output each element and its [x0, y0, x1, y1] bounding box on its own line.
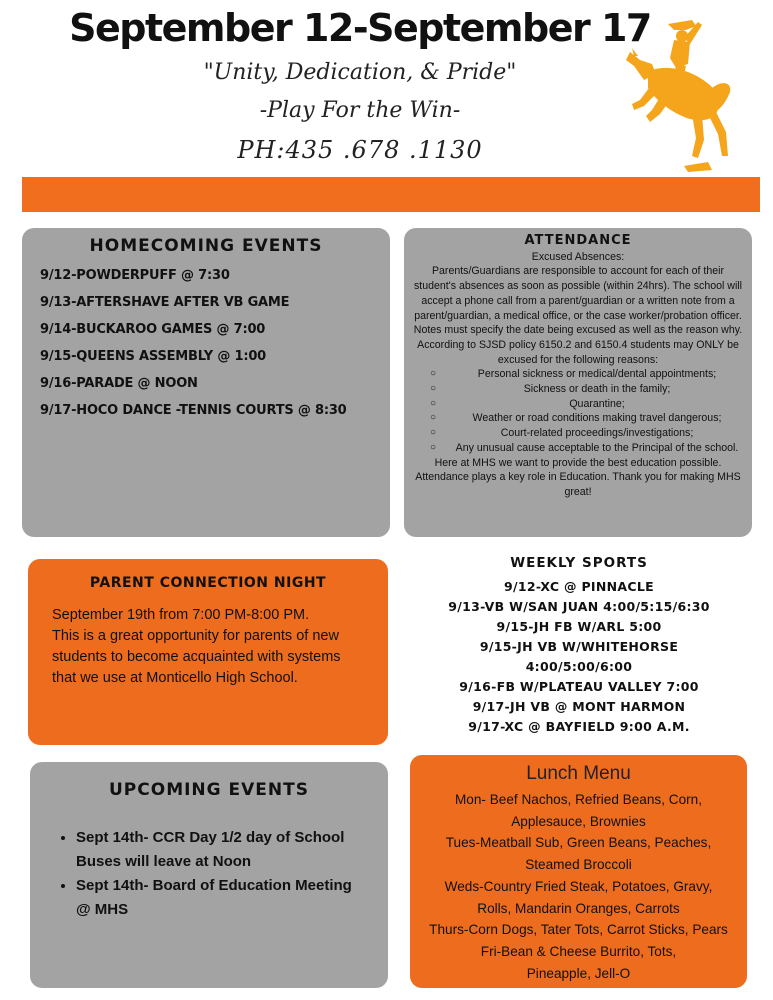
upcoming-heading: UPCOMING EVENTS [109, 780, 309, 800]
lunch-line: Mon- Beef Nachos, Refried Beans, Corn, [454, 792, 703, 807]
lunch-line: Pineapple, Jell-O [526, 965, 631, 981]
attendance-policy: According to SJSD policy 6150.2 and 6150.4 students may ONLY be excused for the following reasons: [417, 338, 739, 366]
circle-bullet-icon: ○ [430, 397, 437, 409]
list-item: ○ Personal sickness or medical/dental appointments; [430, 368, 717, 381]
sport-item: 9/12-XC @ PINNACLE [504, 579, 654, 594]
parent-night-line: that we use at Monticello High School. [52, 670, 298, 686]
list-item: ○ Quarantine; [430, 397, 625, 410]
weekly-sports-section [404, 555, 754, 737]
list-item: ○ Any unusual cause acceptable to the Principal of the school. [430, 441, 739, 454]
circle-bullet-icon: ○ [430, 427, 437, 439]
attendance-intro: Parents/Guardians are responsible to account for each of their student's absences as soon as possible (within 24hrs). The school will accept a phone call from a parent/guardian or a written note from a parent/guardian, a medical office, or the case worker/probation officer. Notes must specify the date being excused as well as the reason why. [413, 265, 743, 337]
attendance-reasons-list [412, 367, 744, 455]
upcoming-events-panel [30, 762, 388, 988]
lunch-menu-panel [410, 755, 747, 988]
attendance-panel [404, 228, 752, 537]
lunch-line: Thurs-Corn Dogs, Tater Tots, Carrot Sticks, Pears [429, 922, 728, 938]
circle-bullet-icon: ○ [430, 368, 437, 380]
bucking-bronco-rider-icon [622, 18, 734, 174]
lunch-line: Tues-Meatball Sub, Green Beans, Peaches, [445, 835, 712, 851]
homecoming-item: 9/15-QUEENS ASSEMBLY @ 1:00 [40, 349, 267, 364]
homecoming-item: 9/17-HOCO DANCE -TENNIS COURTS @ 8:30 [40, 403, 347, 418]
page-title: September 12-September 17 [69, 6, 651, 50]
sport-item: 4:00/5:00/6:00 [525, 659, 633, 674]
list-item: • Sept 14th- CCR Day 1/2 day of School Buses will leave at Noon [76, 826, 364, 874]
lunch-line: Fri-Bean & Cheese Burrito, Tots, [480, 943, 677, 959]
lunch-line: Applesauce, Brownies [511, 813, 646, 829]
list-item: • Sept 14th- Board of Education Meeting @ MHS [76, 874, 364, 922]
homecoming-item: 9/14-BUCKAROO GAMES @ 7:00 [40, 322, 266, 337]
homecoming-item: 9/13-AFTERSHAVE AFTER VB GAME [40, 295, 290, 310]
lunch-menu-title: Lunch Menu [526, 763, 631, 784]
weekly-sports-heading: WEEKLY SPORTS [510, 555, 648, 571]
parent-night-text [52, 605, 364, 689]
lunch-line: Weds-Country Fried Steak, Potatoes, Gravy, [444, 878, 713, 894]
parent-night-heading: PARENT CONNECTION NIGHT [89, 575, 327, 591]
list-item: ○ Court-related proceedings/investigations; [430, 427, 694, 440]
parent-night-line: This is a great opportunity for parents of new [52, 628, 339, 644]
homecoming-item: 9/16-PARADE @ NOON [40, 376, 198, 391]
orange-divider-bar [22, 177, 760, 212]
homecoming-heading: HOMECOMING EVENTS [89, 236, 323, 256]
lunch-line: Rolls, Mandarin Oranges, Carrots [477, 900, 680, 916]
list-item: ○ Weather or road conditions making travel dangerous; [430, 412, 722, 425]
motto-text: "Unity, Dedication, & Pride" [203, 60, 517, 85]
sport-item: 9/17-JH VB @ MONT HARMON [472, 699, 686, 714]
sport-item: 9/15-JH FB W/ARL 5:00 [496, 619, 662, 634]
attendance-closing: Here at MHS we want to provide the best education possible. Attendance plays a key role in Education. Thank you for making MHS great! [415, 456, 741, 498]
sport-item: 9/16-FB W/PLATEAU VALLEY 7:00 [459, 679, 699, 694]
phone-number: PH:435 .678 .1130 [237, 136, 483, 164]
sport-item: 9/15-JH VB W/WHITEHORSE [479, 639, 679, 654]
circle-bullet-icon: ○ [430, 441, 437, 453]
attendance-heading: ATTENDANCE [524, 233, 632, 248]
homecoming-events-panel [22, 228, 390, 537]
upcoming-events-list [54, 826, 364, 922]
sport-item: 9/17-XC @ BAYFIELD 9:00 A.M. [468, 719, 690, 734]
parent-connection-panel [28, 559, 388, 745]
sport-item: 9/13-VB W/SAN JUAN 4:00/5:15/6:30 [448, 599, 710, 614]
homecoming-item: 9/12-POWDERPUFF @ 7:30 [40, 268, 230, 283]
parent-night-line: students to become acquainted with systems [52, 649, 341, 665]
list-item: ○ Sickness or death in the family; [430, 383, 671, 396]
slogan-text: -Play For the Win- [259, 98, 461, 123]
lunch-line: Steamed Broccoli [525, 857, 632, 873]
circle-bullet-icon: ○ [430, 412, 437, 424]
attendance-subheading: Excused Absences: [531, 250, 625, 263]
parent-night-line: September 19th from 7:00 PM-8:00 PM. [52, 607, 310, 623]
circle-bullet-icon: ○ [430, 383, 437, 395]
